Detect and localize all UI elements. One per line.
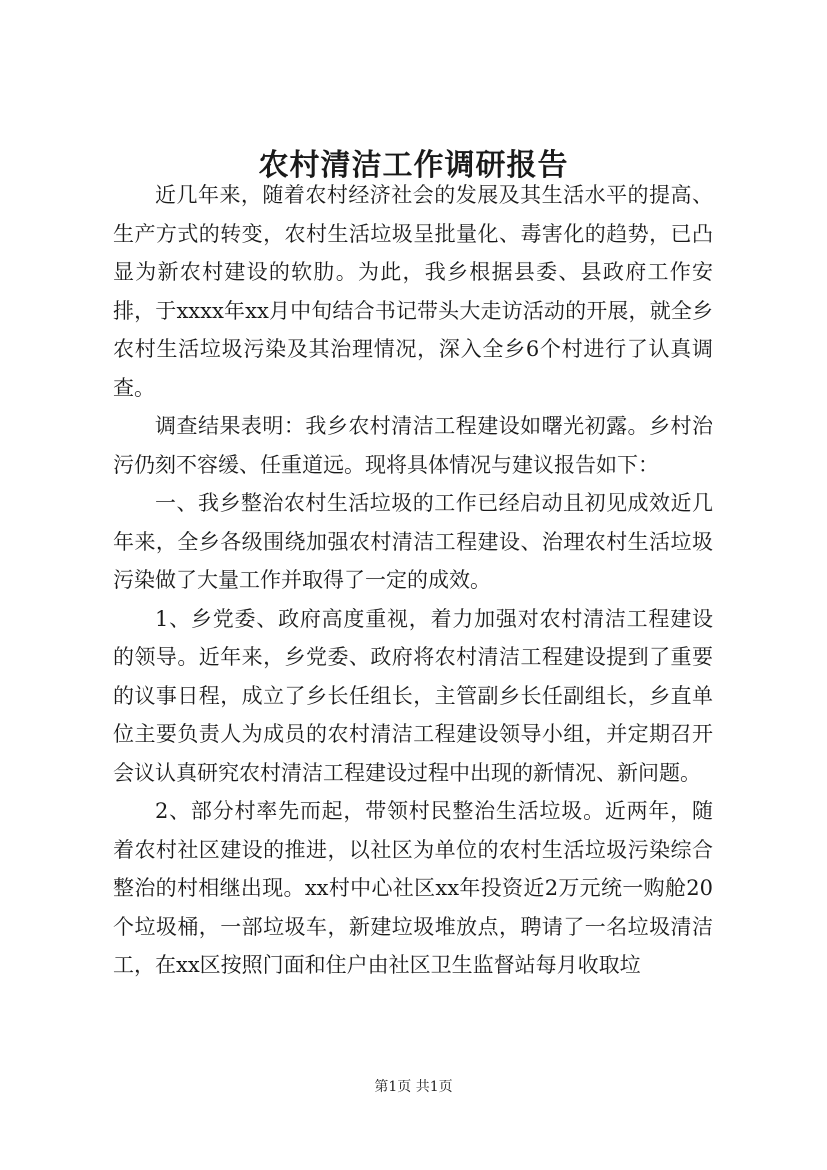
page-number-footer: 第1页 共1页 [374,1079,453,1095]
paragraph-survey-result: 调查结果表明：我乡农村清洁工程建设如曙光初露。乡村治污仍刻不容缓、任重道远。现将具体情况与建议报告如下： [113,414,713,477]
paragraph-item-two: 2、部分村率先而起，带领村民整治生活垃圾。近两年，随着农村社区建设的推进，以社区为单位的农村生活垃圾污染综合整治的村相继出现。xx村中心社区xx年投资近2万元统一购舱20个垃圾桶，一部垃圾车，新建垃圾堆放点，聘请了一名垃圾清洁工，在xx区按照门面和住户由社区卫生监督站每月收取垃 [113,799,713,977]
document-title: 农村清洁工作调研报告 [258,148,569,183]
paragraph-item-one: 1、乡党委、政府高度重视，着力加强对农村清洁工程建设的领导。近年来，乡党委、政府将农村清洁工程建设提到了重要的议事日程，成立了乡长任组长，主管副乡长任副组长，乡直单位主要负责人为成员的农村清洁工程建设领导小组，并定期召开会议认真研究农村清洁工程建设过程中出现的新情况、新问题。 [113,606,713,785]
paragraph-intro: 近几年来，随着农村经济社会的发展及其生活水平的提高、生产方式的转变，农村生活垃圾呈批量化、毒害化的趋势，已凸显为新农村建设的软肋。为此，我乡根据县委、县政府工作安排，于xxxx年xx月中旬结合书记带头大走访活动的开展，就全乡农村生活垃圾污染及其治理情况，深入全乡6个村进行了认真调查。 [113,183,713,400]
document-body [113,176,713,985]
paragraph-section-one: 一、我乡整治农村生活垃圾的工作已经启动且初见成效近几年来，全乡各级围绕加强农村清洁工程建设、治理农村生活垃圾污染做了大量工作并取得了一定的成效。 [113,491,713,592]
